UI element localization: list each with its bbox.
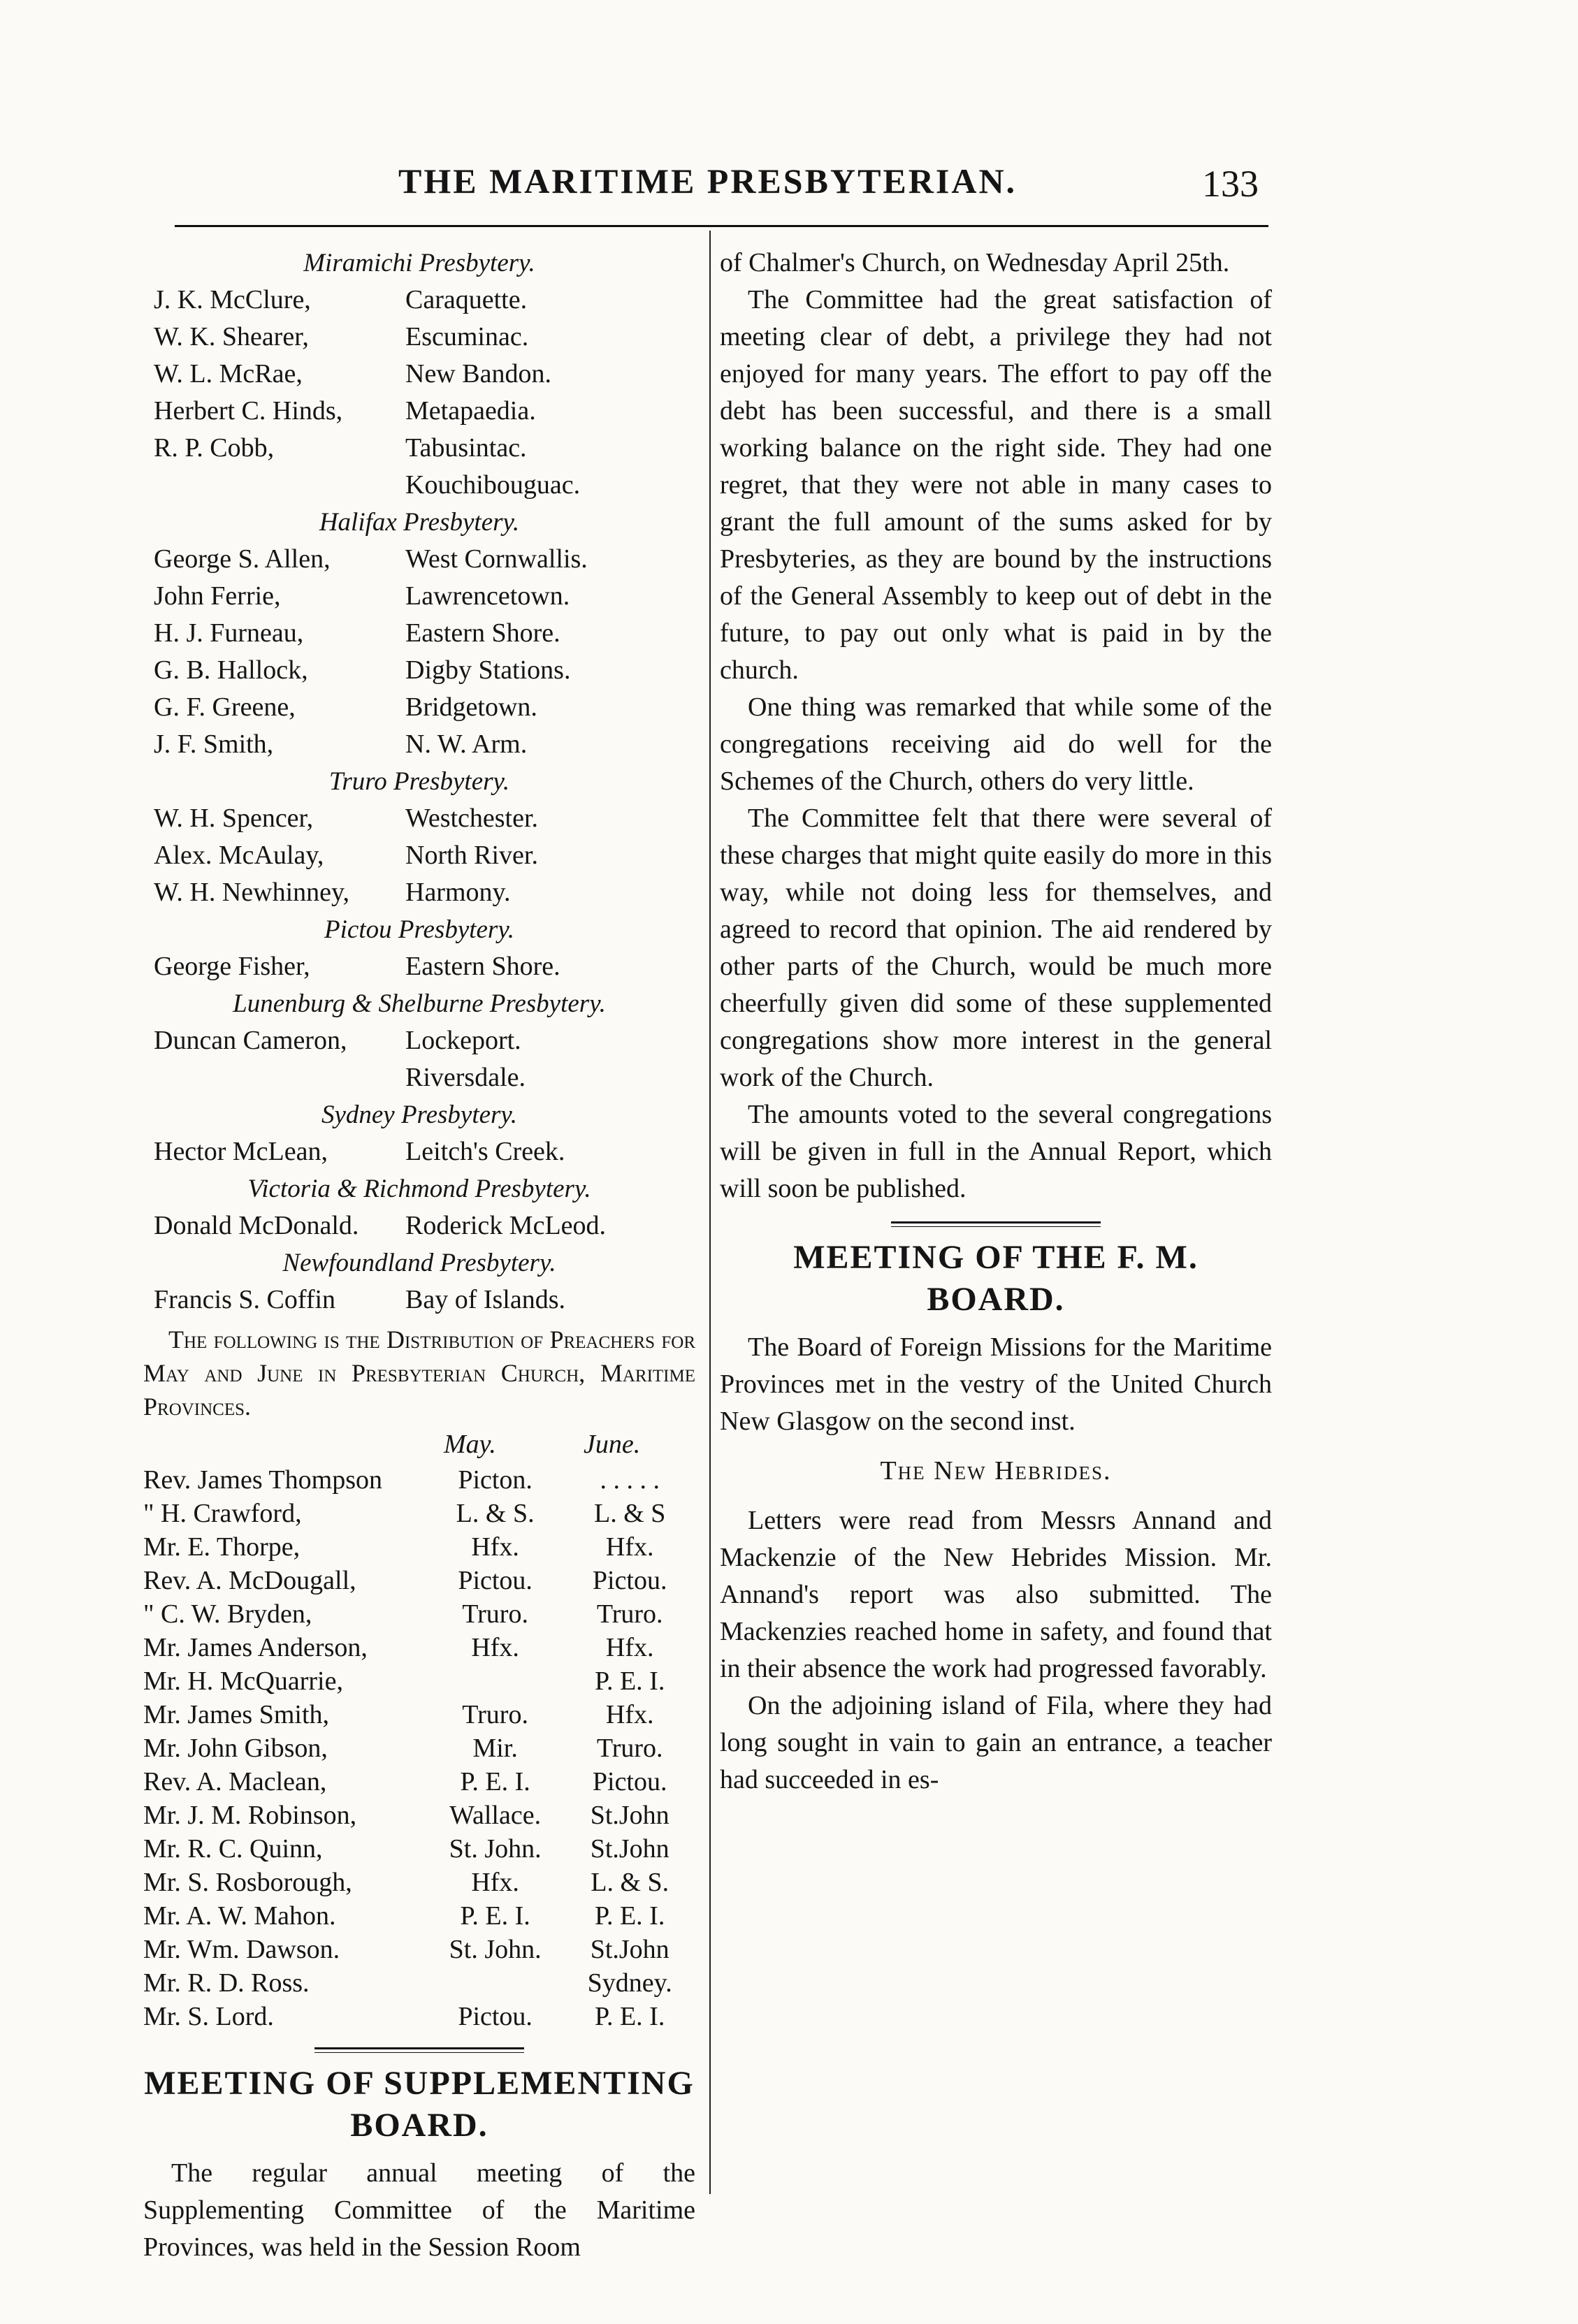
may-assignment: P. E. I. bbox=[460, 1901, 530, 1931]
roster-place: Metapaedia. bbox=[405, 396, 536, 426]
preacher-name: Mr. H. McQuarrie, bbox=[143, 1666, 343, 1696]
new-hebrides-subheading: The New Hebrides. bbox=[880, 1456, 1112, 1486]
roster-place: Tabusintac. bbox=[405, 433, 527, 463]
may-assignment: Mir. bbox=[472, 1734, 518, 1763]
distribution-row bbox=[143, 1597, 695, 1631]
roster-name: Alex. McAulay, bbox=[154, 841, 324, 870]
june-assignment: Pictou. bbox=[592, 1767, 667, 1796]
preacher-name: " C. W. Bryden, bbox=[143, 1599, 312, 1629]
preacher-name: Mr. E. Thorpe, bbox=[143, 1532, 301, 1562]
distribution-row bbox=[143, 1966, 695, 2000]
roster-name: J. K. McClure, bbox=[154, 285, 311, 314]
roster-row bbox=[143, 578, 695, 615]
may-assignment: Truro. bbox=[462, 1700, 528, 1729]
preacher-name: Mr. Wm. Dawson. bbox=[143, 1935, 340, 1964]
roster-place: Caraquette. bbox=[405, 285, 528, 314]
presbytery-heading: Sydney Presbytery. bbox=[321, 1101, 518, 1129]
roster-name: R. P. Cobb, bbox=[154, 433, 275, 463]
distribution-row bbox=[143, 1899, 695, 1933]
roster-name: Herbert C. Hinds, bbox=[154, 396, 343, 426]
preacher-name: Mr. R. D. Ross. bbox=[143, 1968, 310, 1998]
preacher-name: Mr. James Anderson, bbox=[143, 1633, 368, 1662]
roster-place: Bridgetown. bbox=[405, 692, 537, 722]
roster-place: North River. bbox=[405, 841, 538, 870]
roster-row bbox=[143, 282, 695, 319]
running-title: THE MARITIME PRESBYTERIAN. bbox=[398, 161, 1018, 201]
preacher-name: Mr. R. C. Quinn, bbox=[143, 1834, 323, 1864]
june-assignment: Truro. bbox=[596, 1734, 663, 1763]
roster-place: Bay of Islands. bbox=[405, 1285, 566, 1314]
may-assignment: Hfx. bbox=[471, 1532, 519, 1562]
june-assignment: L. & S. bbox=[591, 1868, 669, 1897]
distribution-row bbox=[143, 2000, 695, 2033]
roster-row bbox=[143, 689, 695, 726]
distribution-row bbox=[143, 1832, 695, 1866]
roster-place: New Bandon. bbox=[405, 359, 551, 388]
roster-row bbox=[143, 541, 695, 578]
roster-place: Eastern Shore. bbox=[405, 952, 560, 981]
distribution-header bbox=[143, 1426, 695, 1463]
roster-name: Francis S. Coffin bbox=[154, 1285, 336, 1314]
fm-paragraph: The Board of Foreign Missions for the Maritime Provinces met in the vestry of the United Church New Glasgow on the second inst. bbox=[720, 1332, 1272, 1436]
june-assignment: St.John bbox=[590, 1801, 669, 1830]
roster-place: Escuminac. bbox=[405, 322, 529, 351]
roster-row bbox=[143, 1059, 695, 1096]
roster-row bbox=[143, 1281, 695, 1319]
roster-row bbox=[143, 1207, 695, 1244]
roster-name: H. J. Furneau, bbox=[154, 618, 304, 648]
distribution-row bbox=[143, 1731, 695, 1765]
section-divider bbox=[891, 1221, 1101, 1227]
roster-name: W. H. Spencer, bbox=[154, 804, 314, 833]
roster-place: Kouchibouguac. bbox=[405, 470, 581, 500]
roster-row bbox=[143, 615, 695, 652]
may-assignment: P. E. I. bbox=[460, 1767, 530, 1796]
may-assignment bbox=[426, 1664, 565, 1698]
presbytery-heading: Pictou Presbytery. bbox=[324, 915, 514, 944]
roster-name: Duncan Cameron, bbox=[154, 1026, 347, 1055]
roster-name: G. B. Hallock, bbox=[154, 655, 308, 685]
may-assignment: Pictou. bbox=[458, 1566, 533, 1595]
distribution-row bbox=[143, 1564, 695, 1597]
presbytery-heading: Victoria & Richmond Presbytery. bbox=[247, 1175, 591, 1203]
left-column bbox=[143, 245, 695, 2266]
may-assignment: Hfx. bbox=[471, 1868, 519, 1897]
preacher-name: Rev. A. Maclean, bbox=[143, 1767, 327, 1796]
page-number: 133 bbox=[1202, 163, 1259, 205]
distribution-intro: The following is the Distribution of Preachers for May and June in Presbyterian Church, Maritime Provinces. bbox=[143, 1326, 695, 1421]
column-divider bbox=[709, 231, 711, 2194]
june-assignment: St.John bbox=[590, 1935, 669, 1964]
roster-place: West Cornwallis. bbox=[405, 544, 588, 574]
right-column bbox=[720, 245, 1272, 1799]
preacher-name: Mr. J. M. Robinson, bbox=[143, 1801, 357, 1830]
roster-row bbox=[143, 356, 695, 393]
june-assignment: P. E. I. bbox=[595, 1666, 665, 1696]
section-divider bbox=[314, 2047, 524, 2053]
article-paragraph: The Committee felt that there were several of these charges that might quite easily do more in this way, while not doing less for themselves, and agreed to record that opinion. The aid rendered by other parts of the Church, would be much more cheerfully given did some of these supplemented congregations show more interest in the general work of the Church. bbox=[720, 804, 1272, 1092]
nh-paragraph: Letters were read from Messrs Annand and Mackenzie of the New Hebrides Mission. Mr. Annand's report was also submitted. The Mackenzies reached home in safety, and found that in their absence the work had progressed favorably. bbox=[720, 1506, 1272, 1683]
june-assignment: P. E. I. bbox=[595, 1901, 665, 1931]
june-assignment: . . . . . bbox=[600, 1465, 660, 1495]
may-column-label: May. bbox=[444, 1430, 496, 1459]
supplementing-paragraph: The regular annual meeting of the Supplementing Committee of the Maritime Provinces, was held in the Session Room bbox=[143, 2158, 695, 2262]
roster-name: Donald McDonald. bbox=[154, 1211, 359, 1240]
roster-place: Westchester. bbox=[405, 804, 539, 833]
roster-place: Leitch's Creek. bbox=[405, 1137, 565, 1166]
may-assignment: Hfx. bbox=[471, 1633, 519, 1662]
roster-name: W. L. McRae, bbox=[154, 359, 303, 388]
may-assignment bbox=[426, 1966, 565, 2000]
may-assignment: Pictou. bbox=[458, 2002, 533, 2031]
fm-board-title: MEETING OF THE F. M. BOARD. bbox=[793, 1239, 1199, 1318]
june-assignment: Hfx. bbox=[605, 1633, 654, 1662]
roster-name: G. F. Greene, bbox=[154, 692, 296, 722]
roster-row bbox=[143, 837, 695, 874]
distribution-row bbox=[143, 1799, 695, 1832]
roster-row bbox=[143, 319, 695, 356]
article-paragraph: The Committee had the great satisfaction of meeting clear of debt, a privilege they had not enjoyed for many years. The effort to pay off the debt has been successful, and there is a small working balance on the right side. They had one regret, that they were not able in many cases to grant the full amount of the sums asked for by Presbyteries, as they are bound by the instructions of the General Assembly to keep out of debt in the future, to pay out only what is paid in by the church. bbox=[720, 285, 1272, 685]
distribution-row bbox=[143, 1866, 695, 1899]
presbytery-list bbox=[143, 245, 695, 1319]
distribution-row bbox=[143, 1631, 695, 1664]
preacher-name: Mr. A. W. Mahon. bbox=[143, 1901, 336, 1931]
preacher-name: " H. Crawford, bbox=[143, 1499, 302, 1528]
roster-row bbox=[143, 874, 695, 911]
may-assignment: St. John. bbox=[449, 1935, 542, 1964]
june-assignment: Truro. bbox=[596, 1599, 663, 1629]
preacher-name: Mr. James Smith, bbox=[143, 1700, 330, 1729]
article-paragraph: One thing was remarked that while some of the congregations receiving aid do well for the Schemes of the Church, others do very little. bbox=[720, 692, 1272, 796]
roster-name: Hector McLean, bbox=[154, 1137, 328, 1166]
may-assignment: Picton. bbox=[458, 1465, 533, 1495]
june-assignment: Hfx. bbox=[605, 1532, 654, 1562]
distribution-table bbox=[143, 1463, 695, 2033]
june-assignment: Pictou. bbox=[592, 1566, 667, 1595]
distribution-row bbox=[143, 1497, 695, 1530]
roster-name bbox=[143, 1059, 405, 1096]
distribution-row bbox=[143, 1933, 695, 1966]
distribution-row bbox=[143, 1765, 695, 1799]
presbytery-heading: Halifax Presbytery. bbox=[319, 508, 520, 537]
roster-place: Digby Stations. bbox=[405, 655, 571, 685]
roster-place: Harmony. bbox=[405, 878, 511, 907]
roster-name: John Ferrie, bbox=[154, 581, 281, 611]
roster-name bbox=[143, 467, 405, 504]
preacher-name: Rev. James Thompson bbox=[143, 1465, 382, 1495]
roster-row bbox=[143, 1022, 695, 1059]
preacher-name: Mr. S. Lord. bbox=[143, 2002, 274, 2031]
preacher-name: Mr. John Gibson, bbox=[143, 1734, 328, 1763]
presbytery-heading: Newfoundland Presbytery. bbox=[282, 1249, 556, 1277]
may-assignment: L. & S. bbox=[456, 1499, 535, 1528]
may-assignment: Wallace. bbox=[449, 1801, 542, 1830]
roster-place: Lawrencetown. bbox=[405, 581, 570, 611]
presbytery-heading: Truro Presbytery. bbox=[328, 767, 510, 796]
presbytery-heading: Miramichi Presbytery. bbox=[303, 249, 535, 277]
roster-name: George Fisher, bbox=[154, 952, 310, 981]
roster-place: Roderick McLeod. bbox=[405, 1211, 607, 1240]
distribution-row bbox=[143, 1463, 695, 1497]
roster-place: Eastern Shore. bbox=[405, 618, 560, 648]
roster-place: Lockeport. bbox=[405, 1026, 521, 1055]
june-assignment: Hfx. bbox=[605, 1700, 654, 1729]
roster-place: Riversdale. bbox=[405, 1063, 526, 1092]
distribution-row bbox=[143, 1530, 695, 1564]
roster-row bbox=[143, 800, 695, 837]
roster-row bbox=[143, 430, 695, 467]
page-header bbox=[175, 154, 1265, 217]
roster-name: George S. Allen, bbox=[154, 544, 331, 574]
roster-name: W. K. Shearer, bbox=[154, 322, 309, 351]
may-assignment: St. John. bbox=[449, 1834, 542, 1864]
article-paragraph: of Chalmer's Church, on Wednesday April 25th. bbox=[720, 248, 1230, 277]
distribution-row bbox=[143, 1664, 695, 1698]
june-assignment: St.John bbox=[590, 1834, 669, 1864]
roster-row bbox=[143, 467, 695, 504]
nh-paragraph: On the adjoining island of Fila, where they had long sought in vain to gain an entrance, a teacher had succeeded in es- bbox=[720, 1691, 1272, 1794]
roster-row bbox=[143, 948, 695, 985]
roster-name: J. F. Smith, bbox=[154, 729, 274, 759]
roster-row bbox=[143, 1133, 695, 1170]
header-rule bbox=[175, 225, 1268, 227]
june-assignment: L. & S bbox=[593, 1499, 666, 1528]
roster-row bbox=[143, 726, 695, 763]
june-assignment: P. E. I. bbox=[595, 2002, 665, 2031]
june-assignment: Sydney. bbox=[587, 1968, 672, 1998]
roster-row bbox=[143, 652, 695, 689]
may-assignment: Truro. bbox=[462, 1599, 528, 1629]
presbytery-heading: Lunenburg & Shelburne Presbytery. bbox=[233, 989, 606, 1018]
preacher-name: Mr. S. Rosborough, bbox=[143, 1868, 352, 1897]
june-column-label: June. bbox=[584, 1430, 641, 1459]
supplementing-title: MEETING OF SUPPLEMENTING BOARD. bbox=[144, 2065, 695, 2144]
roster-name: W. H. Newhinney, bbox=[154, 878, 350, 907]
article-paragraph: The amounts voted to the several congregations will be given in full in the Annual Report, which will soon be published. bbox=[720, 1100, 1272, 1203]
roster-row bbox=[143, 393, 695, 430]
distribution-row bbox=[143, 1698, 695, 1731]
preacher-name: Rev. A. McDougall, bbox=[143, 1566, 356, 1595]
roster-place: N. W. Arm. bbox=[405, 729, 528, 759]
